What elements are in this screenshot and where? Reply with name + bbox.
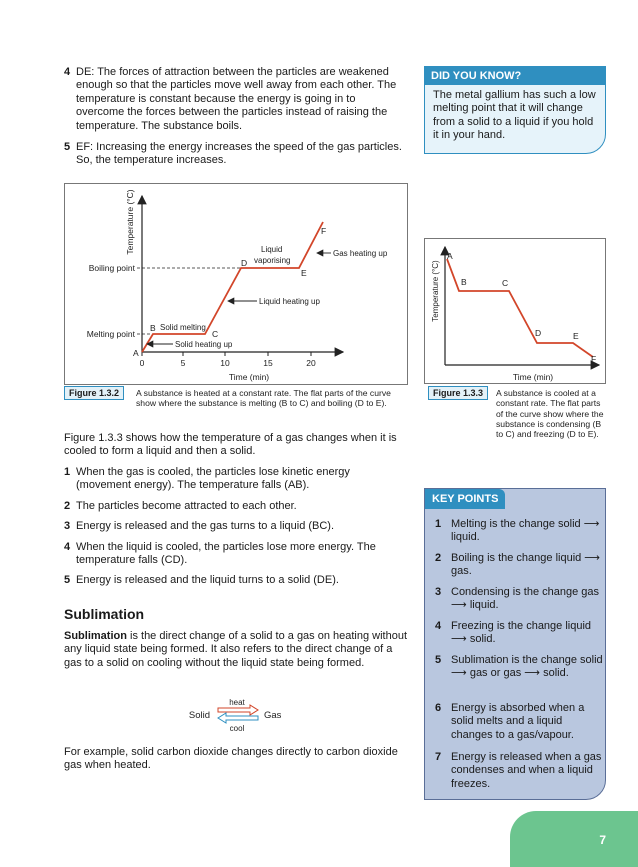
heating-curve — [142, 222, 323, 352]
ann-solid-melting: Solid melting — [160, 323, 206, 332]
diagram-heat: heat — [229, 698, 245, 707]
key-points-box — [424, 488, 606, 800]
diagram-cool: cool — [229, 724, 245, 733]
x-axis-label: Time (min) — [228, 372, 270, 382]
y-axis-label: Temperature (°C) — [125, 189, 135, 255]
key-points-title: KEY POINTS — [425, 489, 505, 509]
intro-step-5: 5 EF: Increasing the energy increases the speed of the gas particles. So, the temperature increases. — [64, 141, 402, 167]
cooling-x-axis-label: Time (min) — [512, 372, 554, 382]
cooling-step-4: 4 When the liquid is cooled, the particles lose more energy. The temperature falls (CD). — [64, 541, 376, 567]
figure-1-3-3-label: Figure 1.3.3 — [428, 386, 488, 400]
key-point-5: 5 Sublimation is the change solid ⟶ gas or gas ⟶ solid. — [435, 654, 603, 680]
intro-step-5-text: EF: Increasing the energy increases the speed of the gas particles. So, the temperature increases. — [76, 141, 402, 167]
point-c: C — [212, 329, 219, 339]
cooling-curve — [447, 259, 593, 357]
did-you-know-body: The metal gallium has such a low melting point that it will change from a solid to a liquid if you hold it in your hand. — [433, 89, 596, 142]
cool-arrow-icon — [218, 713, 258, 723]
diagram-gas: Gas — [264, 710, 282, 721]
x-tick-5: 5 — [180, 358, 186, 368]
key-point-2: 2 Boiling is the change liquid ⟶ gas. — [435, 552, 601, 578]
figure-1-3-2-label: Figure 1.3.2 — [64, 386, 124, 400]
ann-liquid-vaporising-2: vaporising — [254, 256, 291, 265]
boiling-point-label: Boiling point — [88, 263, 135, 273]
figure-1-3-3-caption: A substance is cooled at a constant rate. The flat parts of the curve show where the substance is condensing (B to C) and freezing (D to E). — [496, 388, 604, 440]
cool-point-b: B — [461, 277, 467, 287]
key-point-3: 3 Condensing is the change gas ⟶ liquid. — [435, 586, 599, 612]
cooling-step-2: 2 The particles become attracted to each other. — [64, 500, 297, 512]
point-d: D — [241, 258, 248, 268]
figure-cooling-curve — [424, 238, 606, 384]
cooling-step-3: 3 Energy is released and the gas turns to a liquid (BC). — [64, 520, 335, 532]
sublimation-term: Sublimation — [64, 630, 127, 642]
cooling-step-1: 1 When the gas is cooled, the particles lose kinetic energy (movement energy). The temperature falls (AB). — [64, 466, 350, 492]
did-you-know-box — [424, 66, 606, 154]
ann-solid-heating: Solid heating up — [175, 340, 233, 349]
cool-point-a: A — [447, 251, 453, 261]
did-you-know-title: DID YOU KNOW? — [425, 67, 605, 85]
sublimation-heading: Sublimation — [64, 606, 145, 622]
intro-step-4-text: DE: The forces of attraction between the particles are weakened enough so that the particles move well away from each other. The temperature is constant because the energy is going in to overcome the forces between the particles instead of raising the temperature. The substance boils. — [76, 66, 397, 132]
sublimation-definition — [64, 630, 408, 670]
point-a: A — [133, 348, 139, 358]
x-tick-20: 20 — [306, 358, 316, 368]
ann-liquid-vaporising-1: Liquid — [261, 245, 283, 254]
key-point-7: 7 Energy is released when a gas condenses and when a liquid freezes. — [435, 751, 602, 790]
cool-point-f: F — [591, 354, 597, 364]
cooling-step-5: 5 Energy is released and the liquid turns to a solid (DE). — [64, 574, 339, 586]
point-b: B — [150, 323, 156, 333]
x-tick-10: 10 — [220, 358, 230, 368]
figure-1-3-2-caption: A substance is heated at a constant rate. The flat parts of the curve show where the substance is melting (B to C) and boiling (D to E). — [136, 388, 391, 409]
diagram-solid: Solid — [188, 710, 210, 721]
key-point-4: 4 Freezing is the change liquid ⟶ solid. — [435, 620, 592, 646]
sublimation-example: For example, solid carbon dioxide changes directly to carbon dioxide gas when heated. — [64, 746, 398, 772]
ann-gas-heating: Gas heating up — [333, 249, 388, 258]
page-number-tab — [510, 811, 638, 867]
cooling-y-axis-label: Temperature (°C) — [431, 260, 440, 322]
sublimation-diagram — [184, 696, 294, 734]
intro-step-4: 4 DE: The forces of attraction between the particles are weakened enough so that the particles move well away from each other. The temperature is constant because the energy is going in to overcome the forces between the particles instead of raising the temperature. The substance boils. — [64, 66, 397, 132]
key-point-1: 1 Melting is the change solid ⟶ liquid. — [435, 518, 600, 544]
cool-point-c: C — [502, 278, 509, 288]
point-f: F — [321, 226, 327, 236]
key-point-6: 6 Energy is absorbed when a solid melts and a liquid changes to a gas/vapour. — [435, 702, 585, 741]
point-e: E — [301, 268, 307, 278]
heating-curve-svg — [65, 184, 409, 386]
cool-point-e: E — [573, 331, 579, 341]
figure-heating-curve — [64, 183, 408, 385]
melting-point-label: Melting point — [86, 329, 135, 339]
cool-point-d: D — [535, 328, 542, 338]
cooling-intro: Figure 1.3.3 shows how the temperature of a gas changes when it is cooled to form a liquid and then a solid. — [64, 432, 397, 458]
x-tick-15: 15 — [263, 358, 273, 368]
page-number: 7 — [599, 833, 606, 847]
x-tick-0: 0 — [139, 358, 145, 368]
sublimation-definition-text: is the direct change of a solid to a gas on heating without any liquid state being formed. It also refers to the direct change of a gas to a solid on cooling without the liquid state being formed. — [64, 630, 408, 669]
ann-liquid-heating: Liquid heating up — [259, 297, 320, 306]
cooling-curve-svg — [425, 239, 607, 385]
